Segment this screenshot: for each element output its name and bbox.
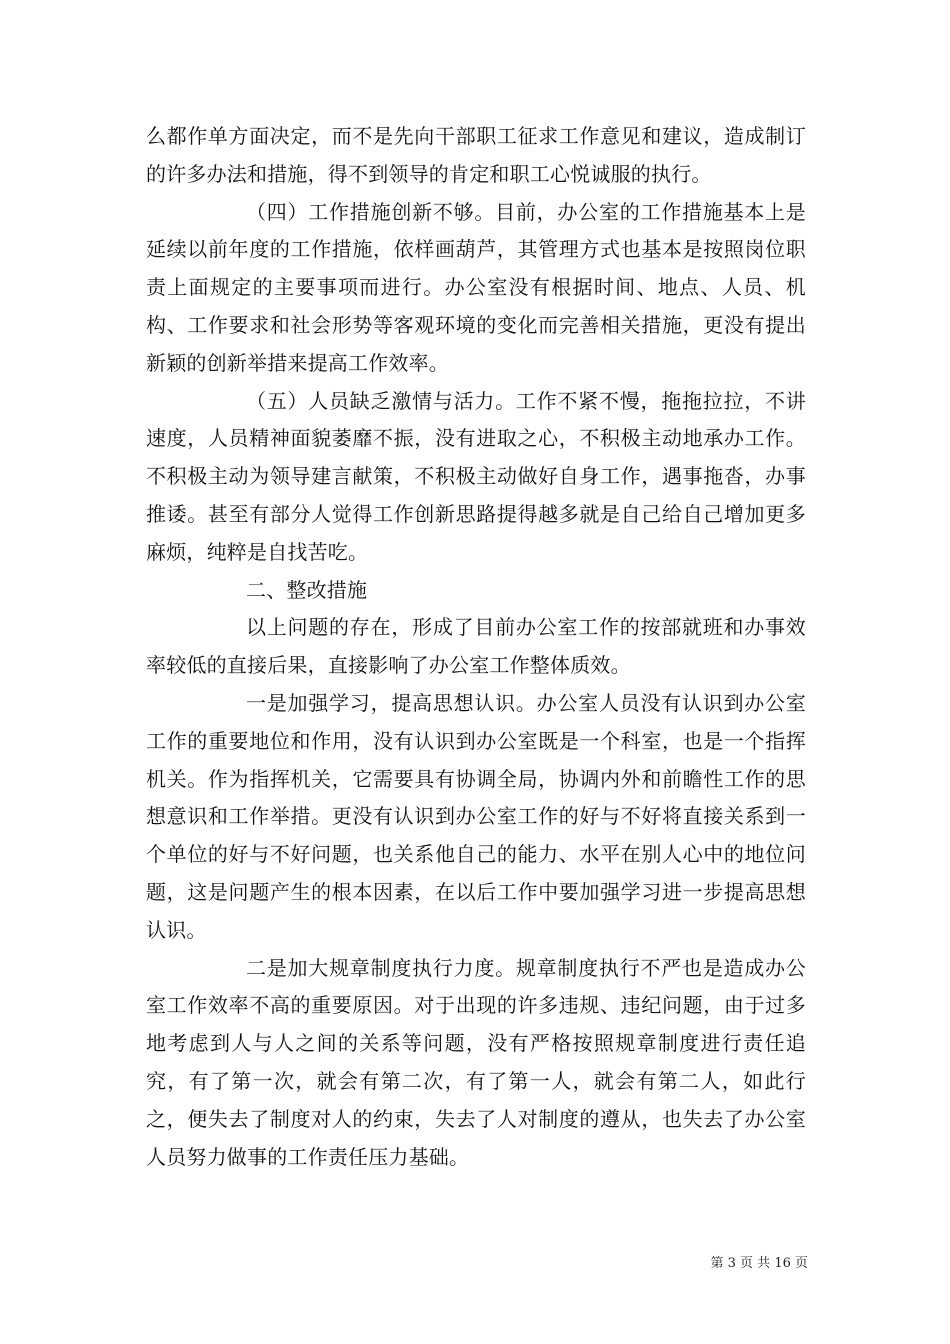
paragraph-measure-one: 一是加强学习，提高思想认识。办公室人员没有认识到办公室工作的重要地位和作用，没有认识到办公室既是一个科室，也是一个指挥机关。作为指挥机关，它需要具有协调全局，协调内外和前瞻性工作的思想意识和工作举措。更没有认识到办公室工作的好与不好将直接关系到一个单位的好与不好问题，也关系他自己的能力、水平在别人心中的地位问题，这是问题产生的根本因素，在以后工作中要加强学习进一步提高思想认识。	[146, 690, 806, 942]
paragraph-item-five: （五）人员缺乏激情与活力。工作不紧不慢，拖拖拉拉，不讲速度，人员精神面貌萎靡不振，没有进取之心，不积极主动地承办工作。不积极主动为领导建言献策，不积极主动做好自身工作，遇事拖沓，办事推诿。甚至有部分人觉得工作创新思路提得越多就是自己给自己增加更多麻烦，纯粹是自找苦吃。	[146, 388, 806, 564]
document-body	[146, 118, 806, 1176]
page-number-footer: 第 3 页 共 16 页	[710, 1256, 808, 1271]
paragraph-continuation: 么都作单方面决定，而不是先向干部职工征求工作意见和建议，造成制订的许多办法和措施，得不到领导的肯定和职工心悦诚服的执行。	[146, 124, 806, 186]
paragraph-summary: 以上问题的存在，形成了目前办公室工作的按部就班和办事效率较低的直接后果，直接影响了办公室工作整体质效。	[146, 615, 806, 678]
section-heading-rectification: 二、整改措施	[246, 577, 368, 602]
paragraph-item-four: （四）工作措施创新不够。目前，办公室的工作措施基本上是延续以前年度的工作措施，依样画葫芦，其管理方式也基本是按照岗位职责上面规定的主要事项而进行。办公室没有根据时间、地点、人员、机构、工作要求和社会形势等客观环境的变化而完善相关措施，更没有提出新颖的创新举措来提高工作效率。	[146, 199, 806, 375]
paragraph-measure-two: 二是加大规章制度执行力度。规章制度执行不严也是造成办公室工作效率不高的重要原因。对于出现的许多违规、违纪问题，由于过多地考虑到人与人之间的关系等问题，没有严格按照规章制度进行责任追究，有了第一次，就会有第二次，有了第一人，就会有第二人，如此行之，便失去了制度对人的约束，失去了人对制度的遵从，也失去了办公室人员努力做事的工作责任压力基础。	[146, 955, 806, 1169]
